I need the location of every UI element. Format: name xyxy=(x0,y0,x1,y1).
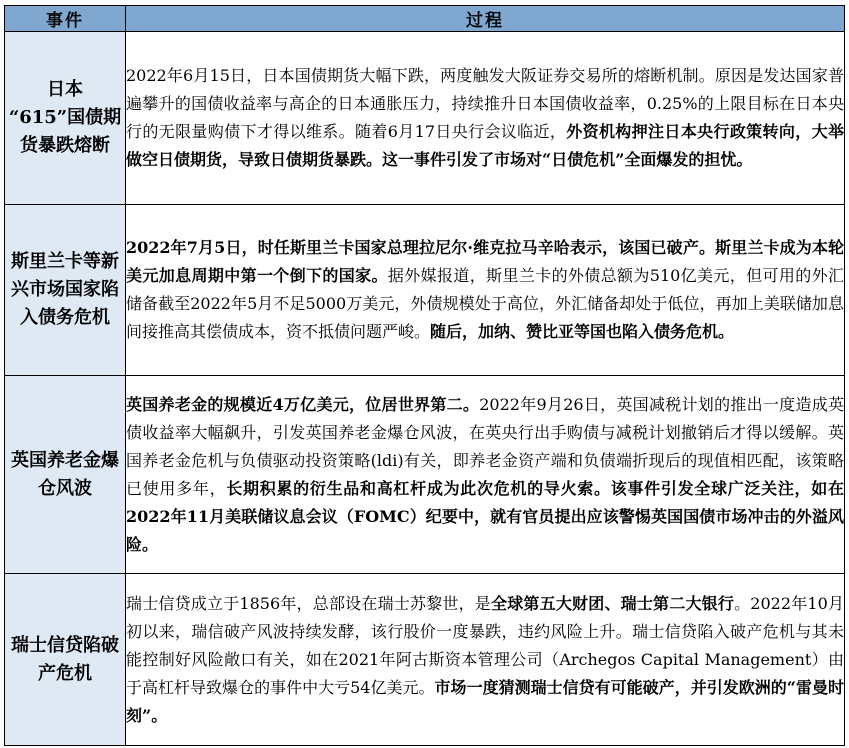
event-name-cell xyxy=(5,32,126,205)
process-text: 据外媒报道，斯里兰卡的外债总额为510亿美元，但可用的外汇储备截至2022年5月不足5000万美元，外债规模处于高位，外汇储备却处于低位，再加上美联储加息间接推高其偿债成本，资不抵债问题严峻。 xyxy=(126,266,844,341)
table-row xyxy=(5,574,845,746)
table-row xyxy=(5,205,845,376)
table-row xyxy=(5,376,845,574)
header-row xyxy=(5,6,845,32)
event-name: 瑞士信贷陷破产危机 xyxy=(11,634,119,684)
process-cell xyxy=(126,32,845,205)
process-text-bold: 2022年7月5日，时任斯里兰卡国家总理拉尼尔·维克拉马辛哈表示，该国已破产。斯里兰卡成为本轮美元加息周期中第一个倒下的国家。 xyxy=(126,238,844,285)
process-text-bold: 市场一度猜测瑞士信贷有可能破产，并引发欧洲的“雷曼时刻”。 xyxy=(126,677,844,725)
process-text-bold: 全球第五大财团、瑞士第二大银行 xyxy=(491,593,735,613)
event-name: 日本 “615”国债期货暴跌熔断 xyxy=(8,79,122,156)
events-table xyxy=(4,5,845,746)
event-name: 英国养老金爆仓风波 xyxy=(11,449,119,499)
process-text-bold: 长期积累的衍生品和高杠杆成为此次危机的导火索。该事件引发全球广泛关注，如在2022年11月美联储议息会议（FOMC）纪要中，就有官员提出应该警惕英国国债市场冲击的外溢风险。 xyxy=(126,478,844,554)
process-text: 2022年9月26日，英国减税计划的推出一度造成英债收益率大幅飙升，引发英国养老金爆仓风波，在英央行出手购债与减税计划撤销后才得以缓解。英国养老金危机与负债驱动投资策略(ldi)有关，即养老金资产端和负债端折现后的现值相匹配，该策略已使用多年， xyxy=(126,394,844,498)
event-name: 斯里兰卡等新兴市场国家陷入债务危机 xyxy=(11,251,119,328)
header-event: 事件 xyxy=(5,6,126,32)
process-text-bold: 随后，加纳、赞比亚等国也陷入债务危机。 xyxy=(430,322,735,341)
process-text-bold: 外资机构押注日本央行政策转向，大举做空日债期货，导致日债期货暴跌。这一事件引发了市场对“日债危机”全面爆发的担忧。 xyxy=(126,122,844,169)
process-text: 。2022年10月初以来，瑞信破产风波持续发酵，该行股价一度暴跌，违约风险上升。瑞士信贷陷入破产危机与其未能控制好风险敞口有关，如在2021年阿古斯资本管理公司（Archegos Capital Management）由于高杠杆导致爆仓的事件中大亏54亿美元。 xyxy=(126,593,844,697)
event-name-cell xyxy=(5,574,126,746)
header-process: 过程 xyxy=(126,6,845,32)
table-row xyxy=(5,32,845,205)
process-cell xyxy=(126,205,845,376)
process-text: 2022年6月15日，日本国债期货大幅下跌，两度触发大阪证券交易所的熔断机制。原因是发达国家普遍攀升的国债收益率与高企的日本通胀压力，持续推升日本国债收益率，0.25%的上限目标在日本央行的无限量购债下才得以维系。随着6月17日央行会议临近， xyxy=(126,66,844,141)
process-cell xyxy=(126,574,845,746)
event-name-cell xyxy=(5,376,126,574)
process-text: 瑞士信贷成立于1856年，总部设在瑞士苏黎世，是 xyxy=(126,593,492,613)
event-name-cell xyxy=(5,205,126,376)
process-cell xyxy=(126,376,845,574)
process-text-bold: 英国养老金的规模近4万亿美元，位居世界第二。 xyxy=(126,394,480,414)
